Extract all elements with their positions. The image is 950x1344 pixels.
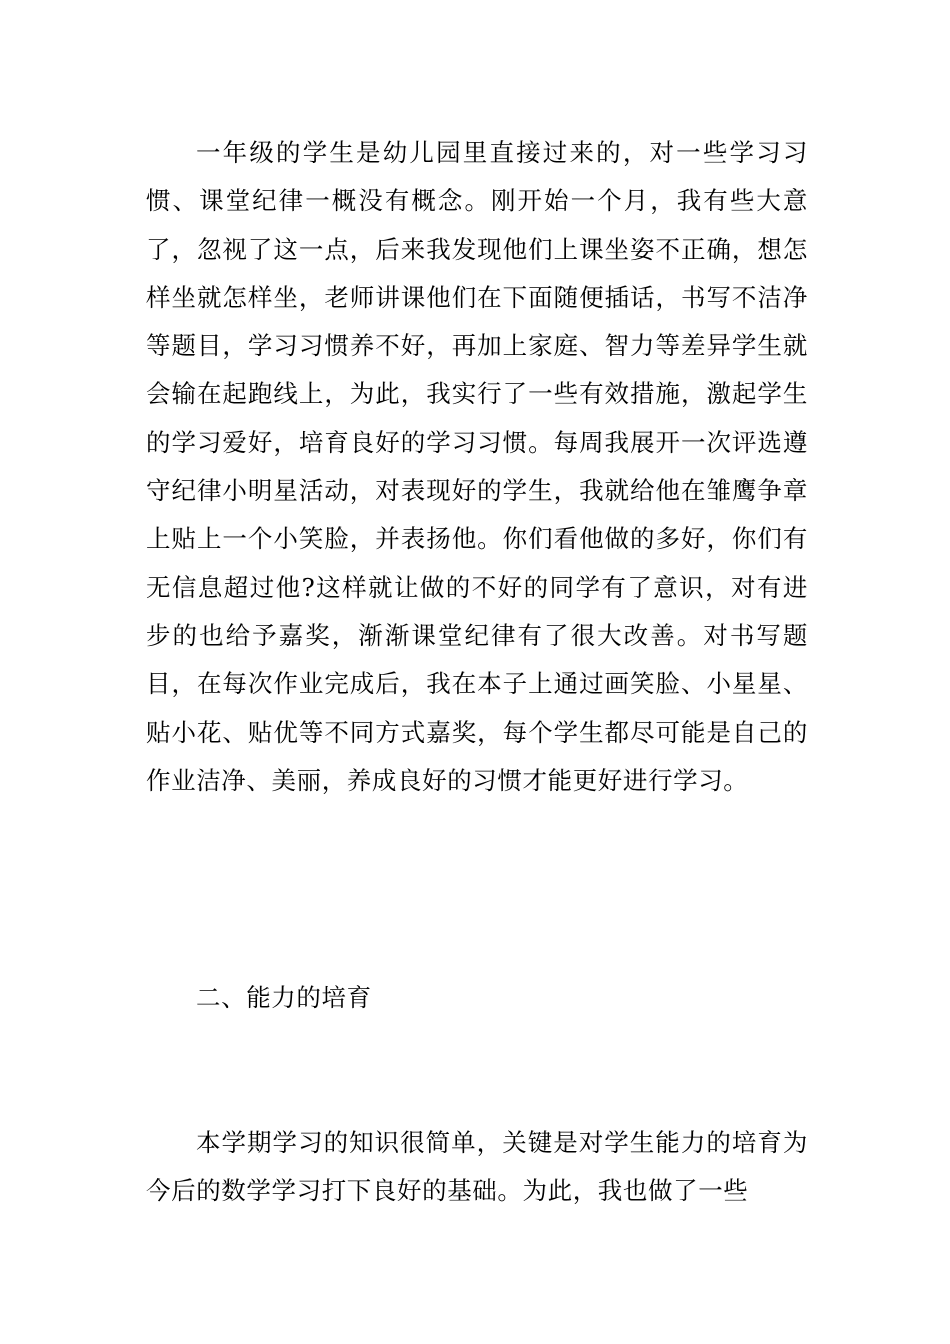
section-heading-ability: 二、能力的培育 <box>196 983 372 1012</box>
body-paragraph-ability: 本学期学习的知识很简单，关键是对学生能力的培育为今后的数学学习打下良好的基础。为此，我也做了一些 <box>146 1128 808 1206</box>
body-paragraph-habits: 一年级的学生是幼儿园里直接过来的，对一些学习习惯、课堂纪律一概没有概念。刚开始一个月，我有些大意了，忽视了这一点，后来我发现他们上课坐姿不正确，想怎样坐就怎样坐，老师讲课他们在下面随便插话，书写不洁净等题目，学习习惯养不好，再加上家庭、智力等差异学生就会输在起跑线上，为此，我实行了一些有效措施，激起学生的学习爱好，培育良好的学习习惯。每周我展开一次评选遵守纪律小明星活动，对表现好的学生，我就给他在雏鹰争章上贴上一个小笑脸，并表扬他。你们看他做的多好，你们有无信息超过他?这样就让做的不好的同学有了意识，对有进步的也给予嘉奖，渐渐课堂纪律有了很大改善。对书写题目，在每次作业完成后，我在本子上通过画笑脸、小星星、贴小花、贴优等不同方式嘉奖，每个学生都尽可能是自己的作业洁净、美丽，养成良好的习惯才能更好进行学习。 <box>146 138 808 795</box>
